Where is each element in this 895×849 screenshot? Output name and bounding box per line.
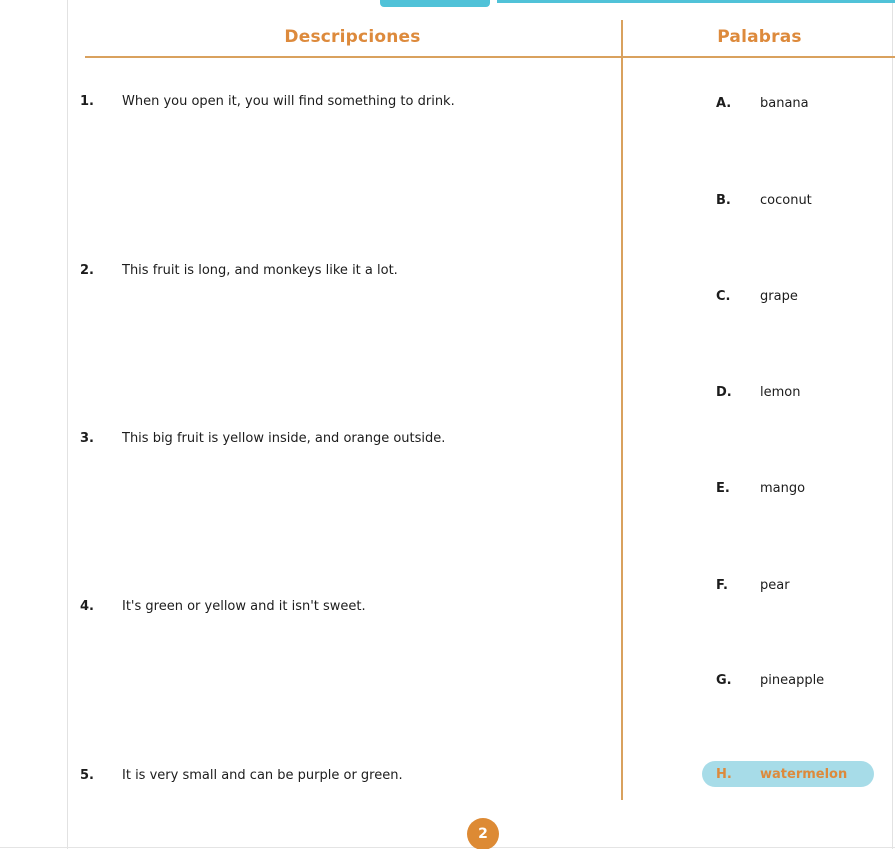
- description-text: When you open it, you will find something to drink.: [122, 94, 455, 109]
- word-option-h[interactable]: [702, 761, 874, 787]
- word-text: mango: [760, 480, 806, 496]
- word-text: watermelon: [760, 766, 848, 782]
- toolbar-cutoff-strip: [497, 0, 895, 3]
- word-letter: E.: [716, 480, 730, 496]
- word-text: lemon: [760, 384, 801, 400]
- word-letter: F.: [716, 577, 728, 593]
- description-number: 3.: [80, 431, 94, 446]
- header-underline: [85, 56, 895, 58]
- description-number: 5.: [80, 768, 94, 783]
- word-letter: H.: [716, 766, 732, 782]
- word-text: grape: [760, 288, 798, 304]
- word-letter: A.: [716, 95, 732, 111]
- description-text: This fruit is long, and monkeys like it a lot.: [122, 263, 398, 278]
- word-letter: G.: [716, 672, 732, 688]
- description-text: It's green or yellow and it isn't sweet.: [122, 599, 366, 614]
- word-text: pear: [760, 577, 790, 593]
- word-text: pineapple: [760, 672, 825, 688]
- word-option-f[interactable]: [702, 572, 874, 598]
- column-divider: [621, 20, 623, 800]
- word-option-c[interactable]: [702, 283, 874, 309]
- description-text: This big fruit is yellow inside, and orange outside.: [122, 431, 446, 446]
- description-item-4: [80, 598, 610, 616]
- description-number: 2.: [80, 263, 94, 278]
- descriptions-column-header: Descripciones: [284, 27, 421, 47]
- word-option-b[interactable]: [702, 187, 874, 213]
- word-text: banana: [760, 95, 809, 111]
- word-option-g[interactable]: [702, 667, 874, 693]
- word-letter: C.: [716, 288, 731, 304]
- words-column-header: Palabras: [717, 27, 802, 47]
- word-letter: B.: [716, 192, 731, 208]
- word-text: coconut: [760, 192, 812, 208]
- word-option-a[interactable]: [702, 90, 874, 116]
- description-text: It is very small and can be purple or green.: [122, 768, 403, 783]
- description-item-1: [80, 93, 610, 111]
- page-bottom-border: [0, 847, 895, 848]
- description-item-3: [80, 430, 610, 448]
- page-right-border: [892, 0, 893, 849]
- description-item-5: [80, 767, 610, 785]
- description-number: 4.: [80, 599, 94, 614]
- word-option-d[interactable]: [702, 379, 874, 405]
- page-number-badge: 2: [467, 818, 499, 849]
- word-letter: D.: [716, 384, 732, 400]
- description-number: 1.: [80, 94, 94, 109]
- page-left-border: [67, 0, 68, 849]
- toolbar-cutoff-tab: [380, 0, 490, 7]
- word-option-e[interactable]: [702, 475, 874, 501]
- description-item-2: [80, 262, 610, 280]
